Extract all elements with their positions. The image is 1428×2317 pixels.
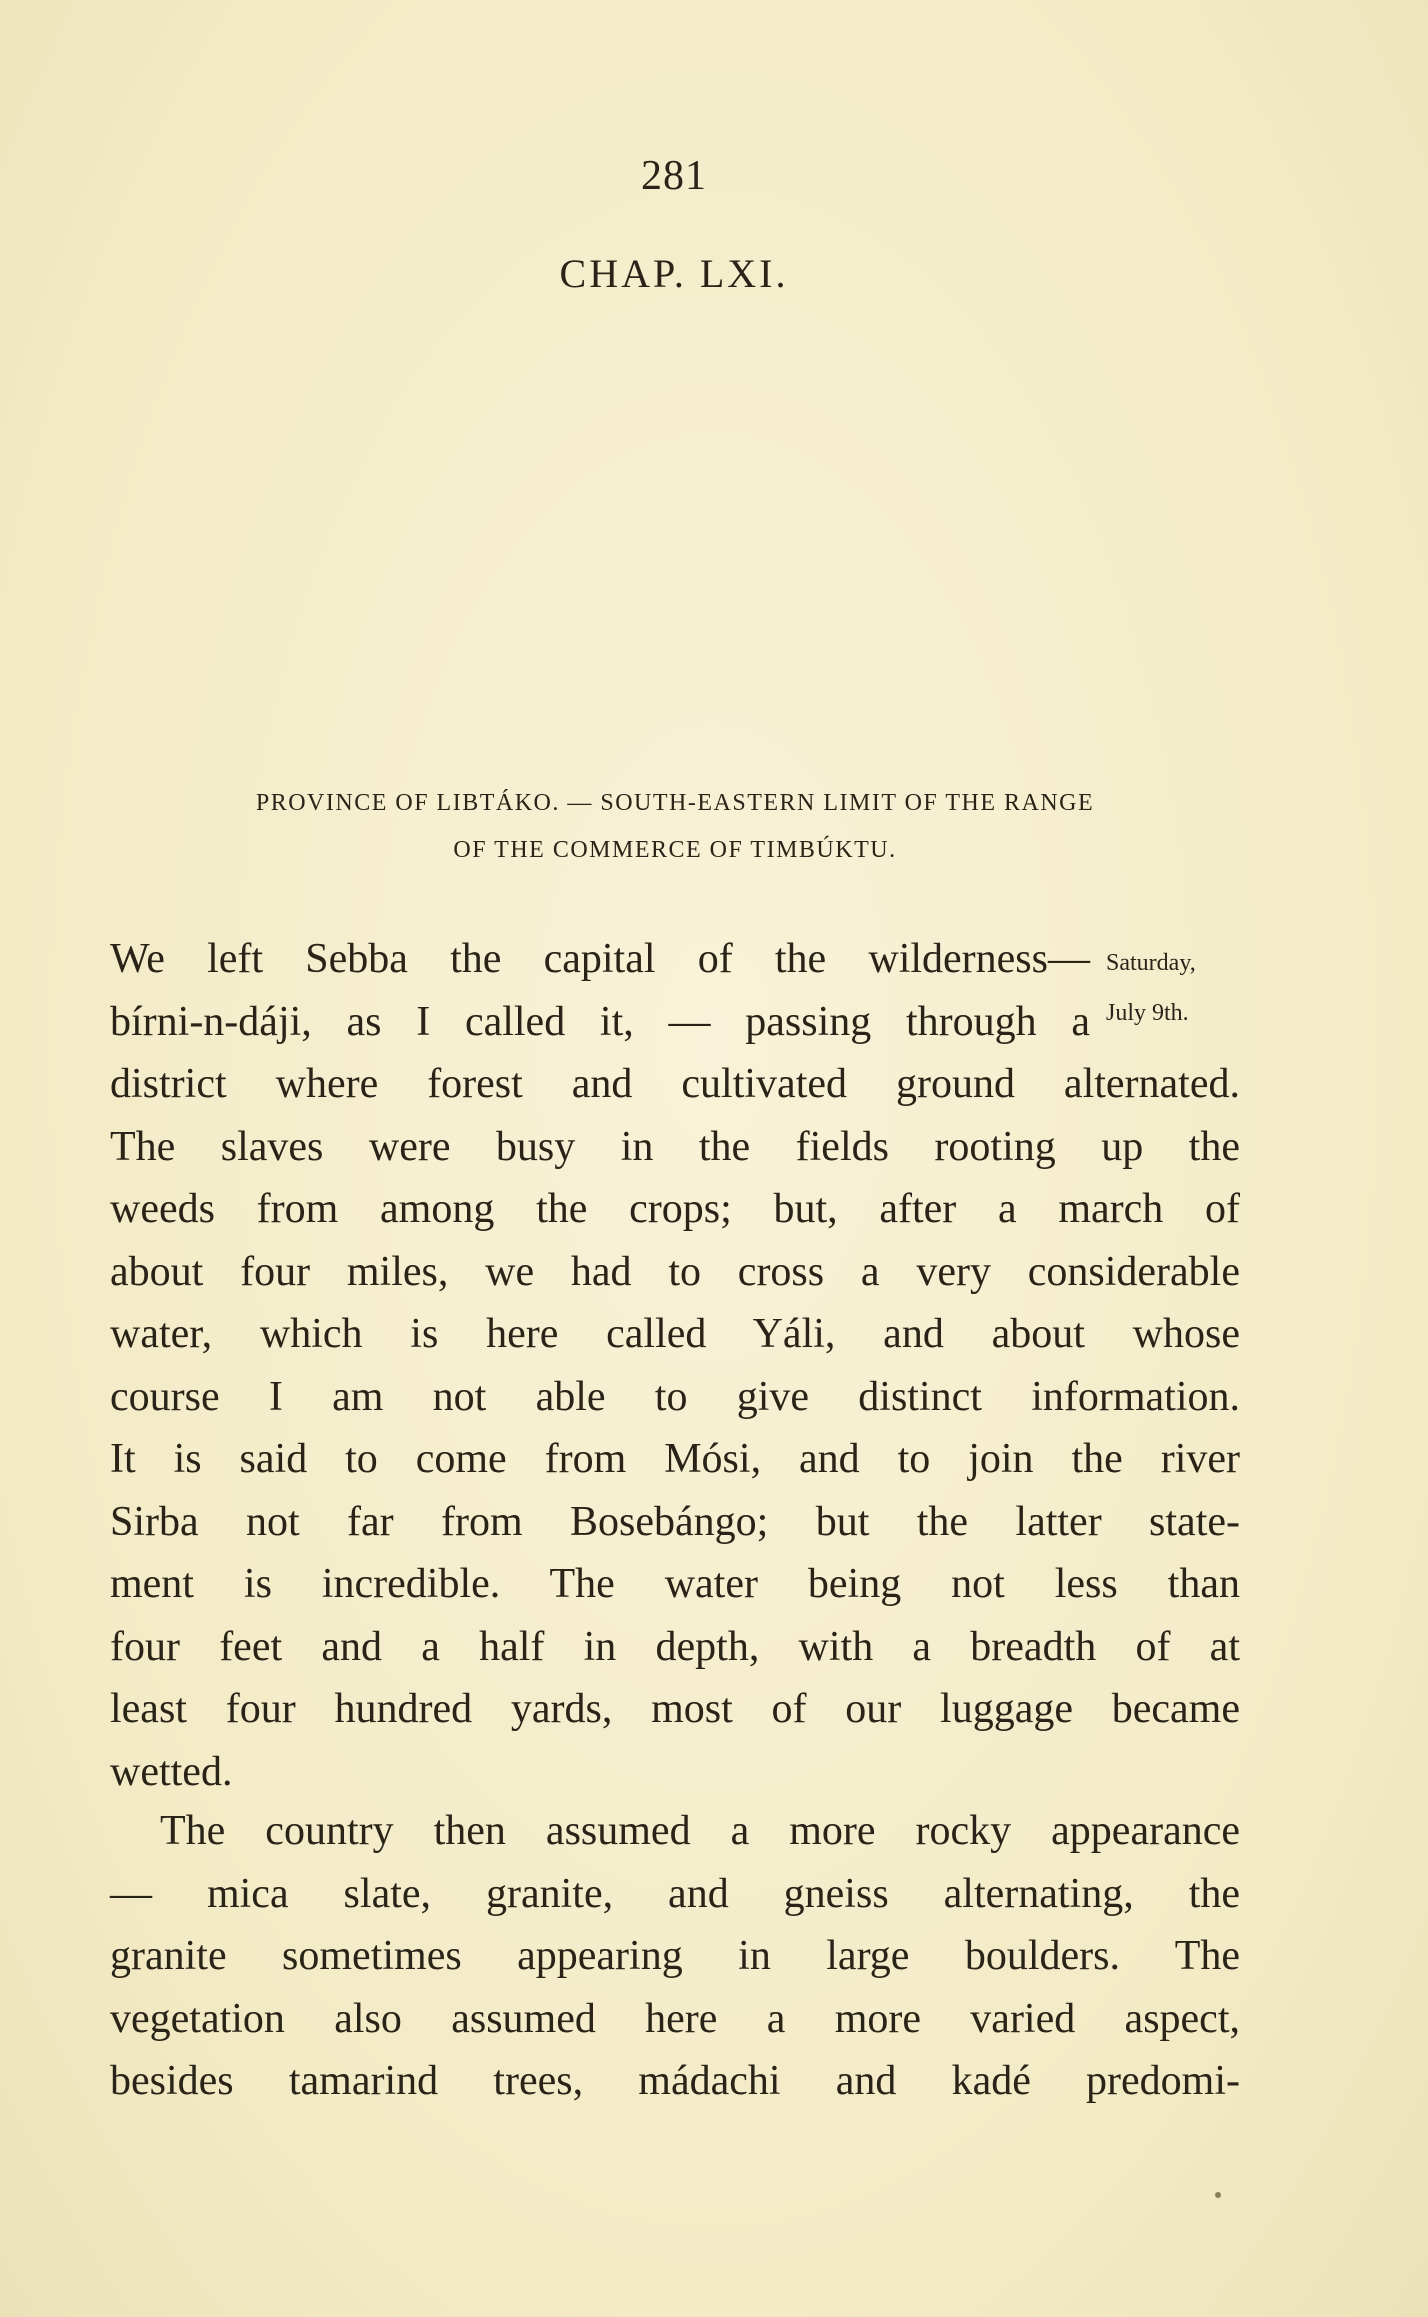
chapter-subtitle <box>125 780 1225 874</box>
subtitle-line: OF THE COMMERCE OF TIMBÚKTU. <box>453 837 897 863</box>
text-line: granite sometimes appearing in large boulders. The <box>110 1933 1240 1979</box>
text-line: water, which is here called Yáli, and about whose <box>110 1311 1240 1357</box>
paragraph-2 <box>110 1800 1240 2113</box>
margin-note-date: July 9th. <box>1106 1000 1189 1026</box>
text-line: weeds from among the crops; but, after a march of <box>110 1186 1240 1232</box>
text-line: bírni-n-dáji, as I called it, — passing through a <box>110 998 1090 1045</box>
text-line: four feet and a half in depth, with a breadth of at <box>110 1623 1240 1670</box>
page-number: 281 <box>641 153 707 199</box>
text-line: The slaves were busy in the fields rooting up the <box>110 1123 1240 1170</box>
text-line: It is said to come from Mósi, and to join the river <box>110 1436 1240 1482</box>
text-line: — mica slate, granite, and gneiss alternating, the <box>110 1870 1240 1917</box>
chapter-title: CHAP. LXI. <box>559 251 789 296</box>
ink-speck <box>1215 2192 1221 2198</box>
text-line: We left Sebba the capital of the wilderness— <box>110 936 1090 982</box>
text-line: wetted. <box>110 1748 233 1795</box>
text-line: course I am not able to give distinct information. <box>110 1373 1240 1420</box>
text-line: Sirba not far from Bosebángo; but the latter state- <box>110 1498 1240 1545</box>
text-line: least four hundred yards, most of our luggage became <box>110 1686 1240 1732</box>
text-line: vegetation also assumed here a more varied aspect, <box>110 1995 1240 2042</box>
margin-note-day: Saturday, <box>1106 950 1196 976</box>
paragraph-1 <box>110 928 1240 1803</box>
subtitle-line: PROVINCE OF LIBTÁKO. — SOUTH-EASTERN LIMIT OF THE RANGE <box>255 790 1095 816</box>
text-line: The country then assumed a more rocky appearance <box>160 1808 1240 1854</box>
text-line: about four miles, we had to cross a very considerable <box>110 1248 1240 1295</box>
text-line: ment is incredible. The water being not less than <box>110 1561 1240 1607</box>
text-line: district where forest and cultivated ground alternated. <box>110 1061 1240 1107</box>
text-line: besides tamarind trees, mádachi and kadé predomi- <box>110 2058 1240 2104</box>
